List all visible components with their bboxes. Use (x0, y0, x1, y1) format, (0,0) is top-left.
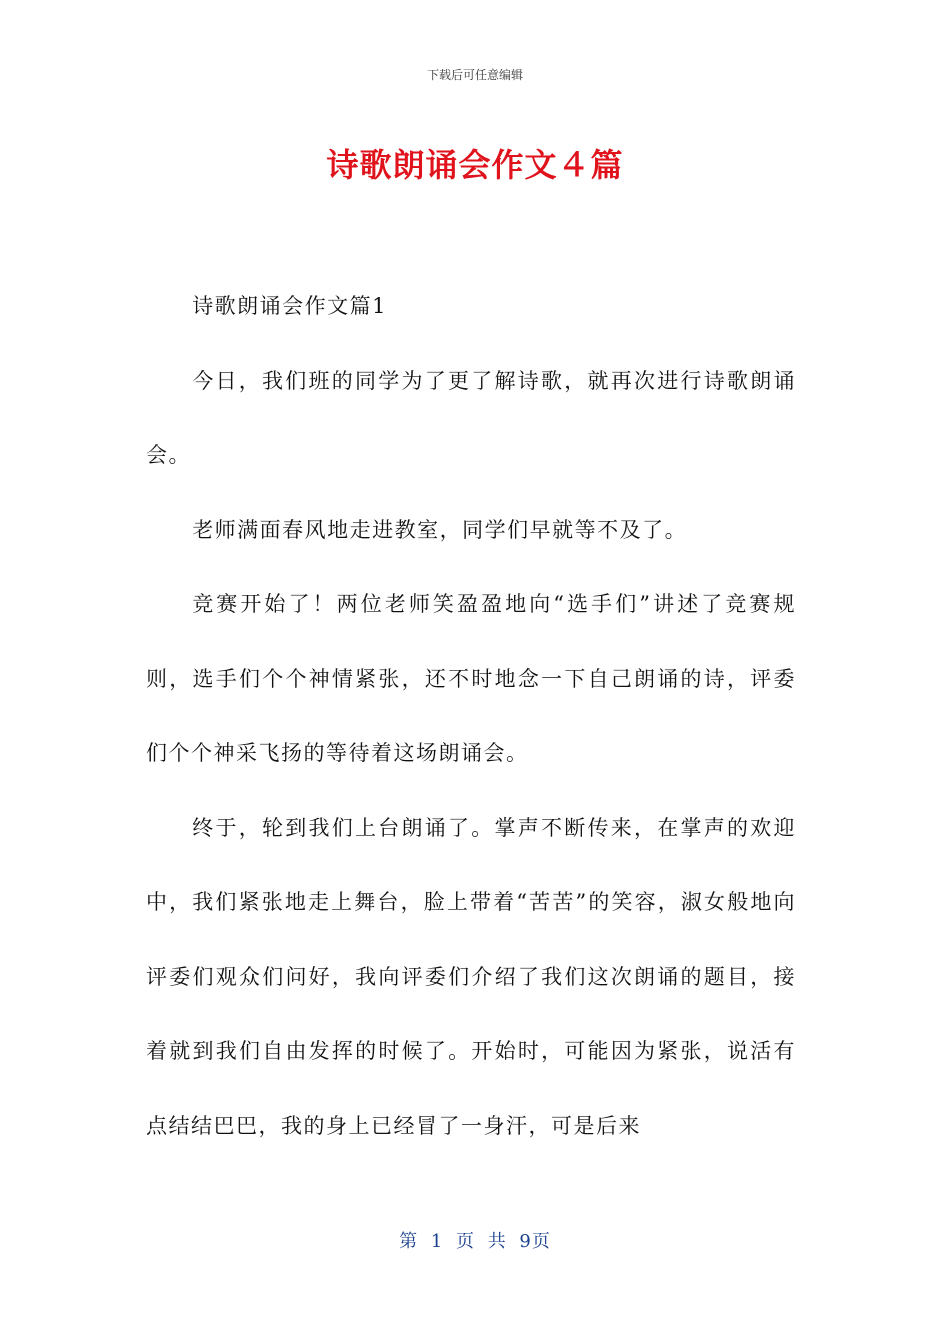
document-title: 诗歌朗诵会作文４篇 (326, 146, 624, 184)
paragraph: 终于，轮到我们上台朗诵了。掌声不断传来，在掌声的欢迎中，我们紧张地走上舞台，脸上带着“苦苦”的笑容，淑女般地向评委们观众们问好，我向评委们介绍了我们这次朗诵的题目，接着就到我们自由发挥的时候了。开始时，可能因为紧张，说活有点结结巴巴，我的身上已经冒了一身汗，可是后来 (146, 815, 796, 1138)
section-heading: 诗歌朗诵会作文篇1 (192, 294, 388, 318)
header-note: 下载后可任意编辑 (426, 68, 523, 82)
paragraph: 老师满面春风地走进教室，同学们早就等不及了。 (192, 517, 688, 542)
paragraph: 竞赛开始了！两位老师笑盈盈地向“选手们”讲述了竞赛规则，选手们个个神情紧张，还不时地念一下自己朗诵的诗，评委们个个神采飞扬的等待着这场朗诵会。 (146, 592, 796, 765)
paragraph: 今日，我们班的同学为了更了解诗歌，就再次进行诗歌朗诵会。 (146, 368, 796, 467)
document-body (146, 269, 796, 1163)
page-number-footer: 第 1 页 共 9页 (399, 1231, 551, 1252)
